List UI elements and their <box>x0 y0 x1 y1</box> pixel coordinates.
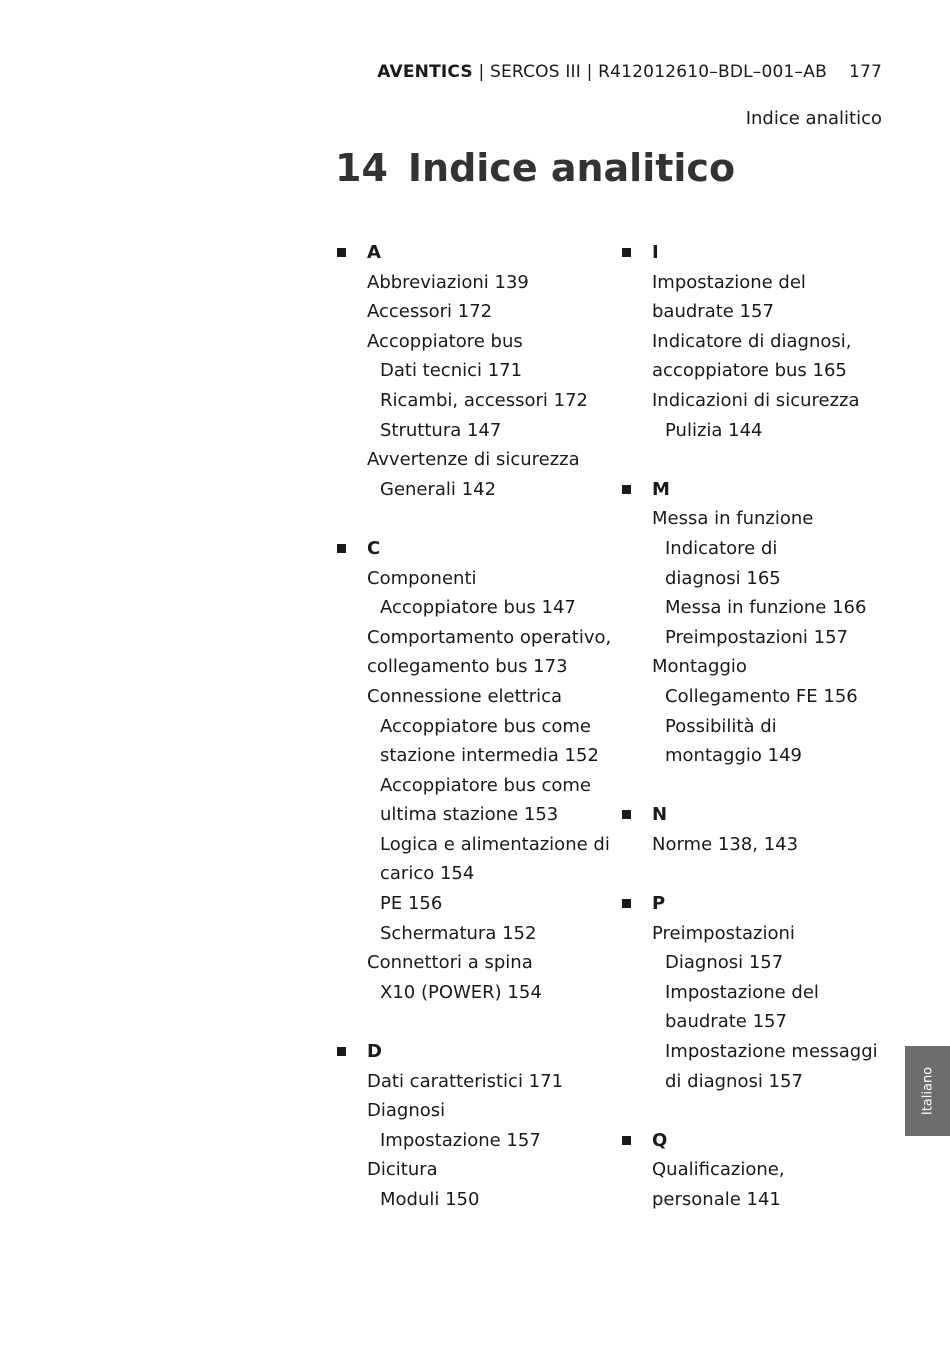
index-subentry: Accoppiatore bus 147 <box>380 597 576 619</box>
index-entry: Connettori a spina <box>367 952 533 974</box>
index-entry: collegamento bus 173 <box>367 656 568 678</box>
page-number: 177 <box>848 62 882 82</box>
index-subentry: Impostazione messaggi <box>665 1041 878 1063</box>
chapter-number: 14 <box>335 146 388 190</box>
index-letter-heading <box>622 800 872 830</box>
square-bullet-icon <box>337 248 346 257</box>
index-column-left <box>337 238 612 1244</box>
square-bullet-icon <box>622 248 631 257</box>
index-entry: Impostazione del <box>652 271 806 293</box>
index-column-right <box>622 238 878 1244</box>
index-group-i <box>622 238 872 445</box>
index-entry: Connessione elettrica <box>367 685 563 707</box>
index-subentry: Diagnosi 157 <box>665 952 784 974</box>
index-subentry: Indicatore di <box>665 537 778 559</box>
square-bullet-icon <box>337 544 346 553</box>
index-letter-heading <box>337 238 587 268</box>
index-entry: Comportamento operativo, <box>367 626 612 648</box>
index-letter-heading <box>337 1037 587 1067</box>
index-group-m <box>622 475 872 771</box>
index-group-c <box>337 534 612 1008</box>
index-subentry: Preimpostazioni 157 <box>665 626 849 648</box>
index-subentry: Impostazione 157 <box>380 1129 541 1151</box>
index-letter: M <box>652 478 670 500</box>
index-group-p <box>622 889 878 1096</box>
index-entry: Norme 138, 143 <box>652 833 799 855</box>
section-label: Indice analitico <box>745 108 882 129</box>
language-tab <box>905 1046 950 1136</box>
index-letter-heading <box>622 889 872 919</box>
index-subentry: X10 (POWER) 154 <box>380 981 542 1003</box>
index-letter-heading <box>622 475 872 505</box>
square-bullet-icon <box>622 899 631 908</box>
index-entry: Montaggio <box>652 656 747 678</box>
index-group-d <box>337 1037 587 1215</box>
index-entry: Avvertenze di sicurezza <box>367 449 580 471</box>
header-document-id: | SERCOS III | R412012610–BDL–001–AB <box>472 62 827 82</box>
index-letter-heading <box>337 534 587 564</box>
index-entry: baudrate 157 <box>652 301 774 323</box>
index-entry: Dati caratteristici 171 <box>367 1070 564 1092</box>
index-letter: I <box>652 242 659 263</box>
index-letter-heading <box>622 1126 872 1156</box>
index-letter: D <box>367 1041 382 1063</box>
index-entry: Diagnosi <box>367 1100 446 1122</box>
index-letter: C <box>367 537 381 559</box>
index-entry: Accessori 172 <box>367 301 493 323</box>
index-entry: Indicazioni di sicurezza <box>652 389 860 411</box>
index-subentry: Pulizia 144 <box>665 419 763 441</box>
index-entry: Abbreviazioni 139 <box>367 271 529 293</box>
index-subentry: Possibilità di <box>665 715 777 737</box>
square-bullet-icon <box>337 1047 346 1056</box>
index-subentry: baudrate 157 <box>665 1011 787 1033</box>
index-letter: N <box>652 804 668 826</box>
index-subentry: Ricambi, accessori 172 <box>380 389 588 411</box>
index-subentry: PE 156 <box>380 893 443 915</box>
index-subentry: Accoppiatore bus come <box>380 715 592 737</box>
chapter-title <box>335 146 735 190</box>
square-bullet-icon <box>622 1136 631 1145</box>
language-tab-label: Italiano <box>920 1066 935 1116</box>
square-bullet-icon <box>622 485 631 494</box>
index-entry: Indicatore di diagnosi, <box>652 330 852 352</box>
index-subentry: Struttura 147 <box>380 419 502 441</box>
index-subentry: montaggio 149 <box>665 745 802 767</box>
index-subentry: stazione intermedia 152 <box>380 745 599 767</box>
index-subentry: carico 154 <box>380 863 475 885</box>
index-subentry: Schermatura 152 <box>380 922 537 944</box>
index-letter: Q <box>652 1129 668 1151</box>
index-subentry: di diagnosi 157 <box>665 1070 803 1092</box>
index-entry: Qualificazione, <box>652 1159 785 1181</box>
index-subentry: Dati tecnici 171 <box>380 360 523 382</box>
index-entry: Messa in funzione <box>652 508 814 530</box>
index-entry: Componenti <box>367 567 477 589</box>
index-letter: A <box>367 242 381 263</box>
index-entry: Dicitura <box>367 1159 438 1181</box>
index-entry: Accoppiatore bus <box>367 330 523 352</box>
index-group-n <box>622 800 872 859</box>
index-subentry: Collegamento FE 156 <box>665 685 858 707</box>
chapter-title-text: Indice analitico <box>407 146 736 190</box>
index-subentry: ultima stazione 153 <box>380 804 559 826</box>
index-letter-heading <box>622 238 872 268</box>
header-brand: AVENTICS <box>377 62 473 82</box>
index-subentry: Impostazione del <box>665 981 819 1003</box>
index-subentry: Messa in funzione 166 <box>665 597 867 619</box>
index-entry: personale 141 <box>652 1189 781 1210</box>
index-subentry: Logica e alimentazione di <box>380 833 610 855</box>
index-subentry: Generali 142 <box>380 478 497 500</box>
index-subentry: diagnosi 165 <box>665 567 781 589</box>
index-subentry: Moduli 150 <box>380 1189 480 1210</box>
index-entry: accoppiatore bus 165 <box>652 360 847 382</box>
index-subentry: Accoppiatore bus come <box>380 774 592 796</box>
index-entry: Preimpostazioni <box>652 922 795 944</box>
index-letter: P <box>652 893 666 915</box>
index-group-a <box>337 238 587 504</box>
index-group-q <box>622 1126 872 1215</box>
running-header <box>377 62 882 82</box>
square-bullet-icon <box>622 810 631 819</box>
